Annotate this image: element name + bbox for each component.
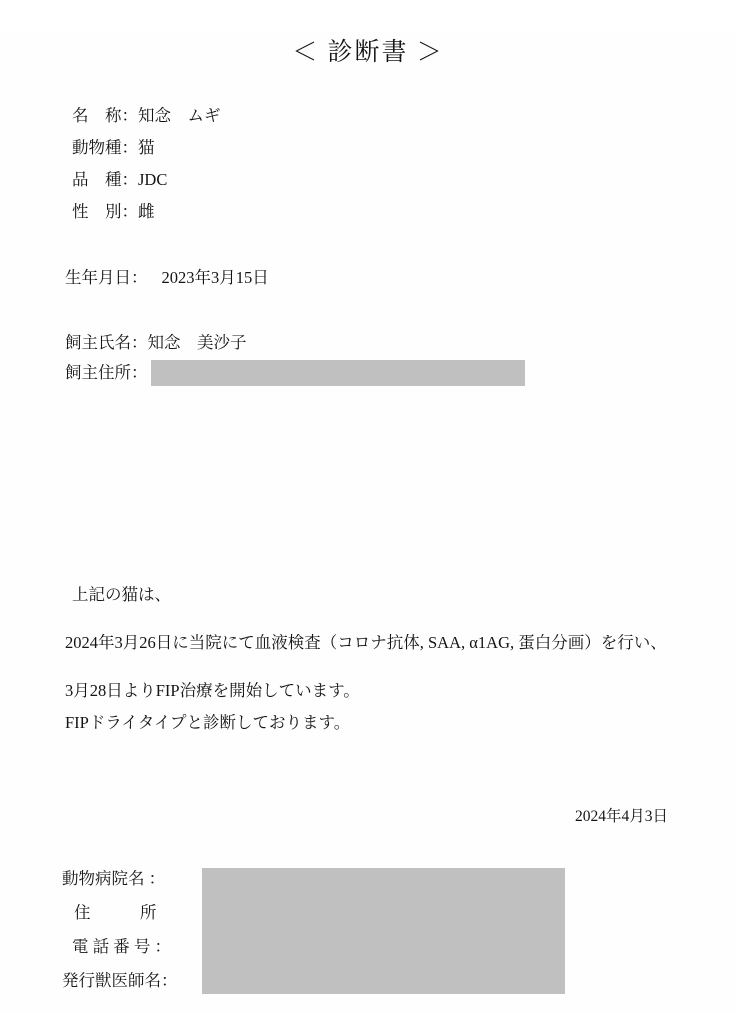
- patient-birthdate-label: 生年月日：: [65, 268, 148, 287]
- owner-info-block: [0, 328, 736, 388]
- patient-species-row: [72, 132, 736, 164]
- document-page: [0, 32, 736, 1013]
- statement-line-3: 3月28日よりFIP治療を開始しています。: [65, 681, 360, 700]
- clinic-vet-label: 発行獣医師名：: [62, 971, 178, 990]
- clinic-phone-row: [62, 930, 736, 964]
- owner-address-row: [65, 358, 736, 388]
- clinic-address-row: [62, 896, 736, 930]
- owner-name-row: [65, 328, 736, 358]
- clinic-hospital-label: 動物病院名 ：: [62, 869, 166, 888]
- statement-line-4: FIPドライタイプと診断しております。: [65, 713, 351, 732]
- patient-species-label: 動物種：: [72, 138, 138, 157]
- issue-date: 2024年4月3日: [574, 808, 668, 825]
- patient-info-block: [0, 100, 736, 228]
- page-title: ＜ 診断書 ＞: [292, 39, 444, 66]
- patient-sex-row: [72, 196, 736, 228]
- owner-address-label: 飼主住所：: [65, 363, 148, 382]
- patient-sex-label: 性 別：: [72, 202, 138, 221]
- statement-line-1: 上記の猫は、: [72, 585, 171, 604]
- clinic-phone-label: 電 話 番 号 ：: [72, 937, 171, 956]
- patient-name-value: 知念 ムギ: [138, 106, 221, 125]
- statement-line-2: 2024年3月26日に当院にて血液検査（コロナ抗体, SAA, α1AG, 蛋白分画）を行い、: [65, 633, 667, 652]
- clinic-hospital-row: [62, 862, 736, 896]
- patient-species-value: 猫: [138, 138, 155, 157]
- clinic-info-block: [0, 862, 736, 998]
- clinic-address-label: 住 所: [74, 903, 157, 922]
- patient-birthdate-value: 2023年3月15日: [161, 268, 269, 287]
- patient-sex-value: 雌: [138, 202, 155, 221]
- patient-breed-value: JDC: [138, 170, 168, 189]
- owner-address-redaction: [151, 360, 525, 386]
- patient-name-label: 名 称：: [72, 106, 138, 125]
- owner-name-value: 知念 美沙子: [147, 333, 247, 352]
- patient-breed-row: [72, 164, 736, 196]
- patient-name-row: [72, 100, 736, 132]
- clinic-vet-row: [62, 964, 736, 998]
- patient-breed-label: 品 種：: [72, 170, 138, 189]
- patient-birthdate-row: [65, 262, 736, 294]
- statement-block: [0, 580, 736, 738]
- owner-name-label: 飼主氏名：: [65, 333, 148, 352]
- patient-birthdate-block: [0, 262, 736, 294]
